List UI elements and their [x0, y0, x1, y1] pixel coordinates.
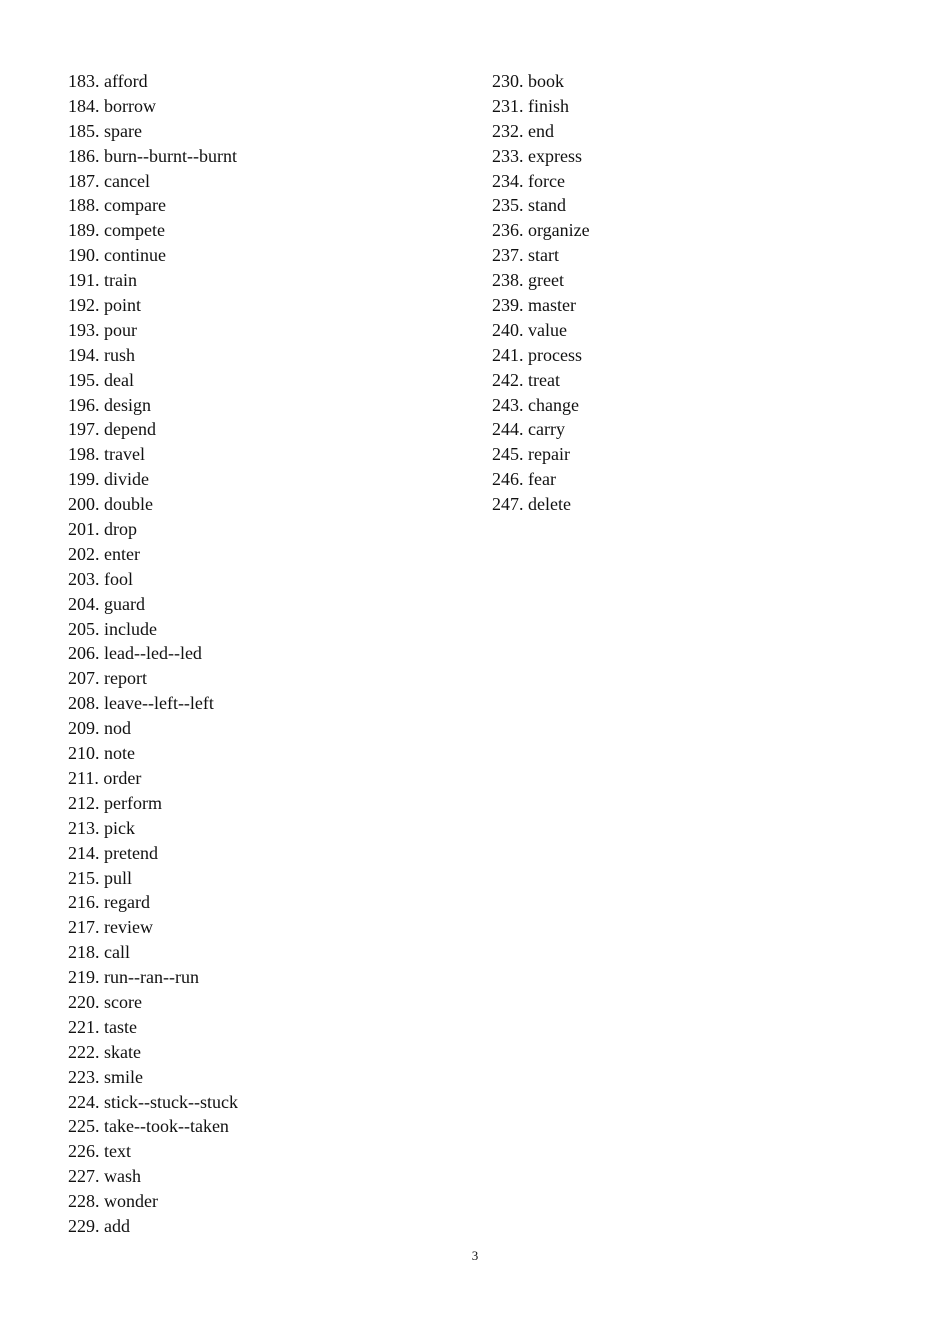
list-item: 225. take--took--taken — [68, 1116, 229, 1137]
list-item: 237. start — [492, 245, 559, 266]
list-item: 227. wash — [68, 1166, 141, 1187]
list-item: 209. nod — [68, 718, 131, 739]
list-item: 220. score — [68, 991, 142, 1012]
list-item: 233. express — [492, 145, 582, 166]
list-item: 243. change — [492, 394, 579, 415]
list-item: 242. treat — [492, 369, 560, 390]
list-item: 244. carry — [492, 419, 565, 440]
list-item: 192. point — [68, 295, 142, 316]
list-item: 217. review — [68, 917, 153, 938]
list-item: 197. depend — [68, 419, 156, 440]
list-item: 200. double — [68, 494, 153, 515]
list-item: 226. text — [68, 1141, 131, 1162]
list-item: 230. book — [492, 71, 564, 91]
list-item: 219. run--ran--run — [68, 967, 199, 988]
list-item: 214. pretend — [68, 842, 158, 863]
list-item: 195. deal — [68, 369, 134, 390]
list-item: 201. drop — [68, 519, 137, 540]
list-item: 241. process — [492, 344, 582, 365]
list-item: 221. taste — [68, 1016, 137, 1037]
list-item: 184. borrow — [68, 95, 156, 116]
list-item: 189. compete — [68, 220, 165, 241]
list-item: 232. end — [492, 120, 554, 141]
list-item: 228. wonder — [68, 1191, 158, 1212]
list-item: 213. pick — [68, 817, 135, 838]
word-list-right-column — [492, 69, 590, 517]
list-item: 208. leave--left--left — [68, 693, 214, 714]
list-item: 198. travel — [68, 444, 145, 465]
list-item: 188. compare — [68, 195, 166, 216]
list-item: 247. delete — [492, 494, 571, 515]
list-item: 223. smile — [68, 1066, 143, 1087]
list-item: 207. report — [68, 668, 147, 689]
list-item: 186. burn--burnt--burnt — [68, 145, 237, 166]
list-item: 231. finish — [492, 95, 570, 116]
word-list-left-column — [68, 69, 238, 1239]
list-item: 238. greet — [492, 270, 564, 291]
list-item: 240. value — [492, 319, 567, 340]
list-item: 187. cancel — [68, 170, 150, 191]
list-item: 183. afford — [68, 71, 148, 91]
list-item: 199. divide — [68, 469, 149, 490]
list-item: 235. stand — [492, 195, 566, 216]
list-item: 193. pour — [68, 319, 137, 340]
list-item: 222. skate — [68, 1041, 141, 1062]
list-item: 211. order — [68, 767, 142, 788]
list-item: 215. pull — [68, 867, 133, 888]
list-item: 185. spare — [68, 120, 142, 141]
list-item: 191. train — [68, 270, 137, 291]
page-number: 3 — [471, 1248, 479, 1263]
list-item: 239. master — [492, 295, 576, 316]
list-item: 206. lead--led--led — [68, 643, 202, 664]
list-item: 190. continue — [68, 245, 166, 266]
list-item: 218. call — [68, 942, 130, 963]
list-item: 212. perform — [68, 792, 162, 813]
list-item: 210. note — [68, 743, 135, 764]
list-item: 246. fear — [492, 469, 556, 490]
list-item: 203. fool — [68, 568, 133, 589]
list-item: 202. enter — [68, 543, 140, 564]
list-item: 205. include — [68, 618, 157, 639]
list-item: 229. add — [68, 1215, 130, 1236]
list-item: 245. repair — [492, 444, 570, 465]
list-item: 236. organize — [492, 220, 590, 241]
list-item: 216. regard — [68, 892, 150, 913]
list-item: 234. force — [492, 170, 565, 191]
list-item: 196. design — [68, 394, 151, 415]
list-item: 194. rush — [68, 344, 135, 365]
list-item: 224. stick--stuck--stuck — [68, 1091, 238, 1112]
list-item: 204. guard — [68, 593, 145, 614]
